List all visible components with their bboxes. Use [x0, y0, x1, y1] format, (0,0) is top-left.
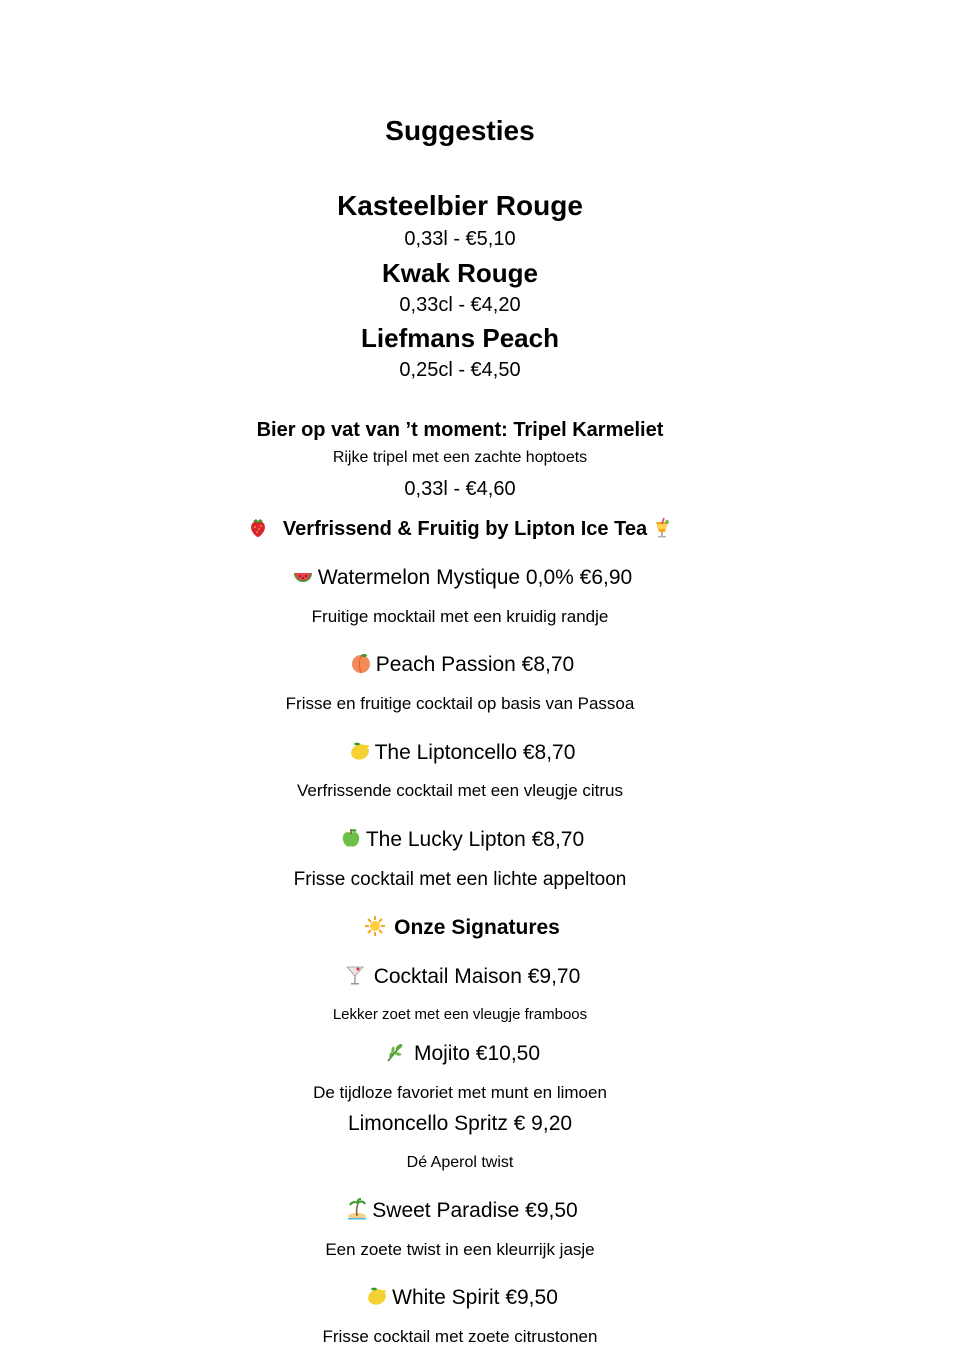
suggestion-price: 0,33l - €5,10 [404, 228, 516, 250]
suggesties-title: Suggesties [385, 115, 535, 146]
signature-item-description: Dé Aperol twist [406, 1154, 514, 1171]
signature-item-name: Mojito €10,50 [413, 1042, 541, 1065]
lipton-item-description: Frisse cocktail met een lichte appeltoon [293, 869, 627, 890]
suggestion-name: Liefmans Peach [361, 323, 559, 353]
herb-icon [384, 1041, 406, 1063]
signature-item [0, 1285, 920, 1308]
lipton-item-name: Peach Passion €8,70 [375, 653, 575, 676]
signature-item-name: Sweet Paradise €9,50 [372, 1199, 578, 1222]
signature-item-description: De tijdloze favoriet met munt en limoen [313, 1083, 607, 1102]
signature-item [0, 1198, 920, 1221]
signature-item-name: White Spirit €9,50 [392, 1286, 558, 1309]
peach-icon [350, 652, 372, 674]
lipton-item-name: The Liptoncello €8,70 [374, 741, 576, 764]
lipton-item-name: Watermelon Mystique 0,0% €6,90 [317, 566, 633, 589]
tropical-drink-icon [651, 516, 673, 538]
tap-beer-price: 0,33l - €4,60 [404, 478, 516, 500]
lemon-icon [349, 740, 371, 762]
suggestion-name: Kasteelbier Rouge [337, 190, 583, 221]
signature-item-description: Een zoete twist in een kleurrijk jasje [325, 1240, 595, 1259]
signature-item-name: Cocktail Maison €9,70 [373, 965, 581, 988]
suggestion-name: Kwak Rouge [381, 258, 539, 288]
tap-beer-title: Bier op vat van ’t moment: Tripel Karmeliet [256, 419, 664, 441]
green-apple-icon [340, 827, 362, 849]
suggestion-price: 0,33cl - €4,20 [399, 294, 521, 316]
strawberry-icon [247, 516, 269, 538]
lipton-item-name: The Lucky Lipton €8,70 [365, 828, 585, 851]
signature-item-description: Lekker zoet met een vleugje framboos [332, 1006, 588, 1023]
signature-item [0, 964, 920, 987]
sun-icon [364, 915, 386, 937]
signature-item-description: Frisse cocktail met zoete citrustonen [322, 1327, 598, 1346]
lipton-item-description: Verfrissende cocktail met een vleugje citrus [297, 781, 623, 800]
island-icon [346, 1198, 368, 1220]
watermelon-icon [292, 565, 314, 587]
lipton-heading-text: Verfrissend & Fruitig by Lipton Ice Tea [282, 518, 648, 540]
lipton-item [0, 565, 920, 588]
signatures-heading-text: Onze Signatures [394, 916, 560, 939]
lipton-item [0, 652, 920, 675]
signature-item [0, 1041, 920, 1064]
suggestion-price: 0,25cl - €4,50 [399, 359, 521, 381]
signature-item-name: Limoncello Spritz € 9,20 [347, 1112, 573, 1135]
tap-beer-description: Rijke tripel met een zachte hoptoets [332, 449, 588, 466]
lipton-item-description: Frisse en fruitige cocktail op basis van Passoa [285, 694, 635, 713]
lipton-item [0, 827, 920, 850]
cocktail-glass-icon [344, 964, 366, 986]
lipton-item [0, 740, 920, 763]
signatures-heading [0, 915, 920, 938]
lipton-heading [0, 516, 920, 539]
lemon-icon [366, 1285, 388, 1307]
lipton-item-description: Fruitige mocktail met een kruidig randje [311, 607, 609, 626]
